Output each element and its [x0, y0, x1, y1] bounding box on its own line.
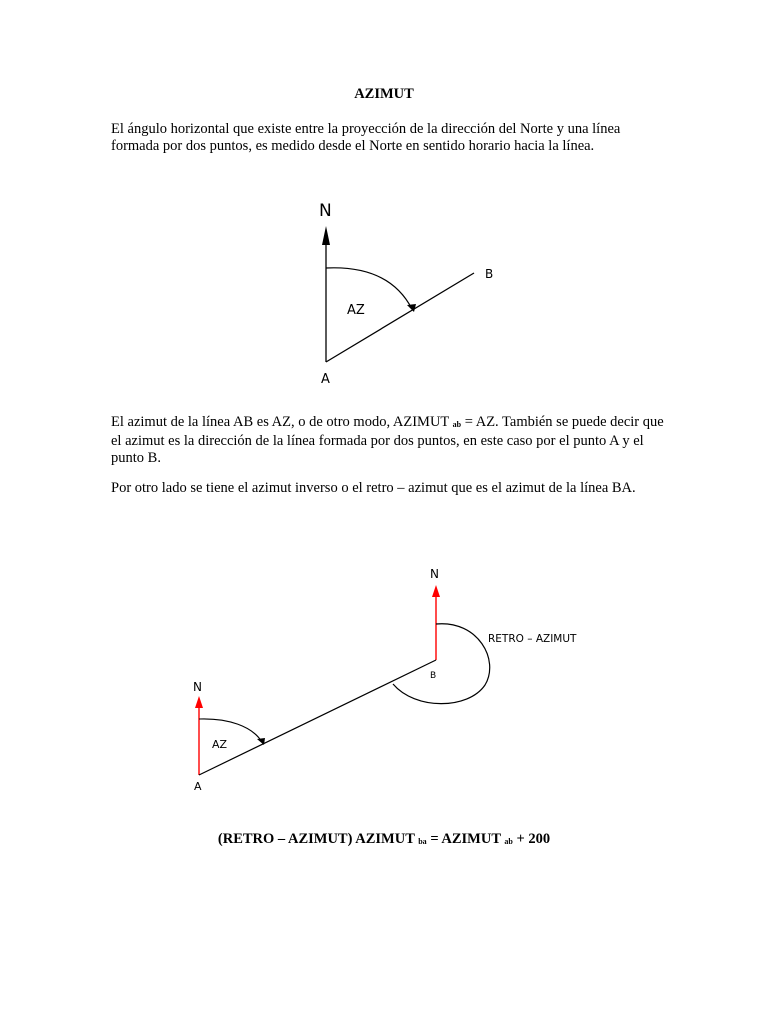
- page-title: AZIMUT: [354, 86, 414, 102]
- retro-azimuth-label: RETRO – AZIMUT: [488, 633, 577, 645]
- subscript-ba: ba: [418, 837, 427, 846]
- north-label-b: N: [430, 567, 439, 581]
- retro-azimuth-arc: [393, 624, 490, 704]
- azimuth-arc-a: [199, 719, 262, 742]
- point-a-label: A: [321, 372, 330, 387]
- north-arrow-a-icon: [195, 696, 203, 708]
- point-a-label-2: A: [194, 780, 202, 793]
- line-ab-2: [199, 660, 436, 775]
- subscript-ab: ab: [452, 420, 462, 429]
- north-label-a: N: [193, 680, 202, 694]
- point-b-label: B: [485, 267, 494, 281]
- azimuth-label: AZ: [347, 303, 365, 318]
- azimuth-label-2: AZ: [212, 738, 228, 751]
- arc-arrowhead-a-icon: [257, 738, 265, 745]
- north-label: N: [319, 201, 332, 221]
- subscript-ab-2: ab: [504, 837, 513, 846]
- retro-azimuth-paragraph: Por otro lado se tiene el azimut inverso o el retro – azimut que es el azimut de la línea BA.: [111, 480, 636, 496]
- point-b-label-2: B: [430, 671, 437, 681]
- north-arrow-b-icon: [432, 585, 440, 597]
- explanation-paragraph: El azimut de la línea AB es AZ, o de otro modo, AZIMUT $_{ab}$ = AZ. También se puede decir que el azimut es la dirección de la línea formada por dos puntos, en este caso por el punto A y el punto B.: [111, 414, 664, 466]
- retro-azimuth-formula: (RETRO – AZIMUT) AZIMUT $_{ba}$ = AZIMUT $_{ab}$ + 200: [217, 831, 551, 847]
- definition-paragraph: El ángulo horizontal que existe entre la proyección de la dirección del Norte y una línea formada por dos puntos, es medido desde el Norte en sentido horario hacia la línea.: [111, 121, 621, 154]
